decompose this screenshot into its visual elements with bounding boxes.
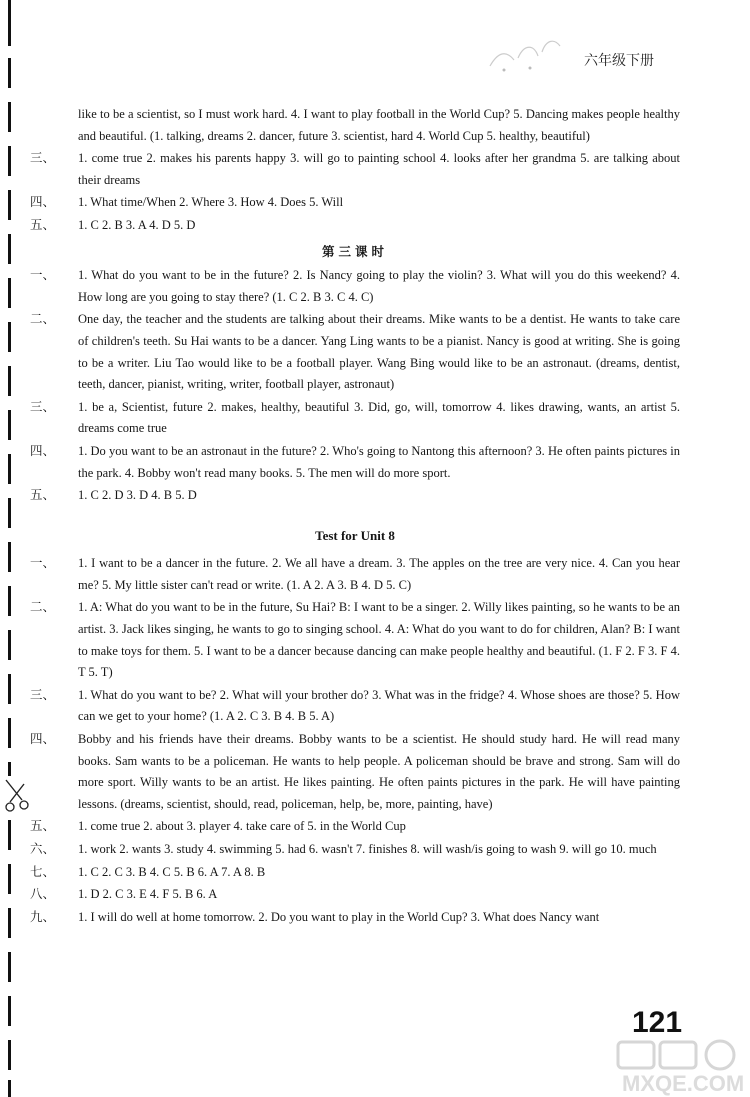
question-number: 八、: [30, 886, 56, 902]
question-number: 四、: [30, 731, 56, 747]
question-number: 五、: [30, 487, 56, 503]
lesson-title: 第三课时: [321, 243, 388, 259]
question-number: 二、: [30, 311, 56, 327]
answer-item: [30, 440, 680, 484]
answer-item: [30, 147, 680, 191]
binding-margin-line: [8, 0, 20, 1097]
answer-item: [30, 214, 680, 237]
answer-item: [30, 308, 680, 395]
answer-item: [30, 552, 680, 596]
answer-text: 1. come true 2. about 3. player 4. take care of 5. in the World Cup: [78, 819, 406, 834]
answer-item: [30, 684, 680, 728]
question-number: 一、: [30, 267, 56, 283]
question-number: 四、: [30, 442, 56, 458]
answer-text: 1. come true 2. makes his parents happy 3. will go to painting school 4. looks after her grandma 5. are talking about their dreams: [78, 151, 680, 187]
header-decoration: [484, 30, 564, 80]
answer-text: Bobby and his friends have their dreams. Bobby wants to be a scientist. He should study hard. He will read many books. Sam wants to be a policeman. He wants to help people. A policeman should be brave and strong. Sam will do more sport. Willy wants to be an artist. He likes painting. He often paints pictures in the park. He will have painting lessons. (dreams, scientist, should, read, policeman, help, be, more, painting, have): [78, 732, 680, 811]
answer-item: [30, 883, 680, 906]
question-number: 五、: [30, 216, 56, 232]
answer-text: One day, the teacher and the students are talking about their dreams. Mike wants to be a dentist. He wants to take care of children's teeth. Su Hai wants to be a dancer. Yang Ling wants to be a pianist. Nancy is good at writing. She is going to be a writer. Liu Tao would like to be a football player. Wang Bing would like to be an astronaut. (dreams, dentist, teeth, dancer, pianist, writing, writer, football player, astronaut): [78, 312, 680, 392]
answer-text: 1. Do you want to be an astronaut in the future? 2. Who's going to Nantong this afternoon? 3. He often paints pictures in the park. 4. Bobby won't read many books. 5. The men will do more sport.: [78, 443, 680, 480]
answer-text: 1. What time/When 2. Where 3. How 4. Does 5. Will: [78, 195, 344, 210]
question-number: 七、: [30, 863, 56, 879]
answer-item: [30, 596, 680, 683]
answer-item: [30, 815, 680, 838]
question-number: 五、: [30, 818, 56, 834]
test-title: Test for Unit 8: [315, 527, 395, 543]
answer-text: 1. work 2. wants 3. study 4. swimming 5. had 6. wasn't 7. finishes 8. will wash/is going to wash 9. will go 10. much: [78, 842, 657, 856]
answer-key-body: [30, 104, 680, 928]
answer-text: 1. I want to be a dancer in the future. 2. We all have a dream. 3. The apples on the tree are very nice. 4. Can you hear me? 5. My little sister can't read or write. (1. A 2. A 3. B 4. D 5. C): [78, 556, 680, 592]
question-number: 二、: [30, 599, 56, 615]
answer-text: 1. C 2. B 3. A 4. D 5. D: [78, 217, 196, 232]
answer-text: 1. be a, Scientist, future 2. makes, healthy, beautiful 3. Did, go, will, tomorrow 4. likes drawing, wants, an artist 5. dreams come true: [78, 399, 680, 436]
answer-text: 1. What do you want to be in the future? 2. Is Nancy going to play the violin? 3. What will you do this weekend? 4. How long are you going to stay there? (1. C 2. B 3. C 4. C): [78, 268, 680, 304]
question-number: 三、: [30, 398, 56, 414]
question-number: 六、: [30, 841, 56, 856]
scissors-icon: [2, 778, 32, 816]
answer-item: [30, 484, 680, 507]
answer-text: 1. A: What do you want to be in the future, Su Hai? B: I want to be a singer. 2. Willy likes painting, so he wants to be an artist. 3. Jack likes singing, he wants to go to singing school. 4. A: What do you want to do for children, Alan? B: I want to make toys for them. 5. I want to be a dancer because dancing can make people healthy and beautiful. (1. F 2. F 3. F 4. T 5. T): [78, 600, 680, 680]
answer-item: [30, 861, 680, 884]
page-number: 121: [632, 1006, 683, 1039]
answer-item: [30, 838, 680, 861]
answer-text: 1. What do you want to be? 2. What will your brother do? 3. What was in the fridge? 4. Whose shoes are those? 5. How can we get to your home? (1. A 2. C 3. B 4. B 5. A): [78, 687, 680, 724]
question-number: 四、: [30, 194, 56, 210]
answer-text: 1. I will do well at home tomorrow. 2. Do you want to play in the World Cup? 3. What does Nancy want: [78, 909, 600, 924]
svg-text:MXQE.COM: MXQE.COM: [622, 1071, 745, 1096]
answer-item: [30, 191, 680, 214]
question-number: 九、: [30, 908, 56, 924]
page-header: 六年级下册: [584, 53, 654, 69]
answer-text: 1. C 2. C 3. B 4. C 5. B 6. A 7. A 8. B: [78, 864, 266, 879]
answer-item: [30, 396, 680, 440]
question-number: 一、: [30, 555, 56, 571]
answer-item: [30, 264, 680, 308]
answer-item: [30, 906, 680, 929]
answer-text: 1. D 2. C 3. E 4. F 5. B 6. A: [78, 887, 218, 902]
answer-text: 1. C 2. D 3. D 4. B 5. D: [78, 488, 197, 503]
answer-continuation: like to be a scientist, so I must work hard. 4. I want to play football in the World Cup? 5. Dancing makes people healthy and beautiful. (1. talking, dreams 2. dancer, future 3. scientist, hard 4. World Cup 5. healthy, beautiful): [78, 107, 680, 143]
question-number: 三、: [30, 150, 56, 166]
answer-item: [30, 728, 680, 815]
question-number: 三、: [30, 686, 56, 702]
watermark-logo: [612, 1036, 750, 1097]
